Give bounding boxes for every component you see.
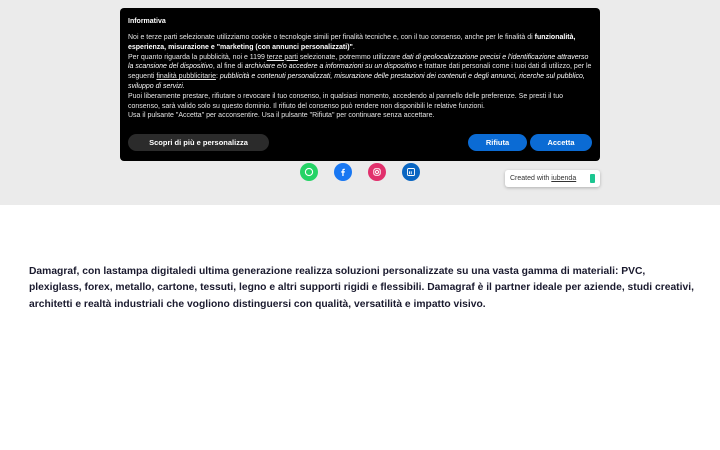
social-links — [300, 163, 420, 181]
banner-paragraph-4: Usa il pulsante "Accetta" per acconsentire. Usa il pulsante "Rifiuta" per continuare senza accettare. — [128, 112, 435, 120]
learn-more-customize-button[interactable]: Scopri di più e personalizza — [128, 134, 269, 151]
reject-button[interactable]: Rifiuta — [468, 134, 527, 151]
advertising-purposes-link[interactable]: finalità pubblicitarie — [156, 73, 216, 81]
facebook-icon[interactable] — [334, 163, 352, 181]
iubenda-flag-icon — [590, 174, 595, 183]
banner-paragraph-3: Puoi liberamente prestare, rifiutare o revocare il tuo consenso, in qualsiasi momento, accedendo al pannello delle preferenze. Se presti il tuo consenso, sarà valido solo su questo dominio. Il rifiuto del consenso può rendere non disponibili le relative funzioni. — [128, 92, 564, 110]
cookie-banner — [120, 8, 600, 161]
credit-prefix: Created with — [510, 175, 550, 182]
company-description: Damagraf, con lastampa digitaledi ultima generazione realizza soluzioni personalizzate su una vasta gamma di materiali: PVC, plexiglass, forex, metallo, cartone, tessuti, legno e altri supporti rigidi e flessibili. Damagraf è il partner ideale per aziende, studi creativi, architetti e realtà industriali che vogliono distinguersi con qualità, versatilità e impatto visivo. — [29, 266, 694, 310]
third-parties-link[interactable]: terze parti — [266, 53, 298, 61]
banner-title: Informativa — [128, 18, 166, 25]
iubenda-credit-link[interactable] — [505, 170, 600, 187]
banner-text — [128, 33, 592, 121]
banner-paragraph-2: Per quanto riguarda la pubblicità, noi e 1199 terze parti selezionate, potremmo utilizzare dati di geolocalizzazione precisi e l'identificazione attraverso la scansione del dispositivo, al fine di archiviare e/o accedere a informazioni su un dispositivo e trattare dati personali come i tuoi dati di utilizzo, per le seguenti finalità pubblicitarie: pubblicità e contenuti personalizzati, misurazione delle prestazioni dei contenuti e degli annunci, ricerche sul pubblico, sviluppo di servizi. — [128, 53, 592, 90]
banner-paragraph-1: Noi e terze parti selezionate utilizziamo cookie o tecnologie simili per finalità tecniche e, con il tuo consenso, anche per le finalità di funzionalità, esperienza, misurazione e "marketing (con annunci personalizzati)". — [128, 34, 576, 51]
whatsapp-icon[interactable] — [300, 163, 318, 181]
accept-button[interactable]: Accetta — [530, 134, 592, 151]
linkedin-icon[interactable] — [402, 163, 420, 181]
credit-brand: iubenda — [551, 175, 577, 182]
instagram-icon[interactable] — [368, 163, 386, 181]
